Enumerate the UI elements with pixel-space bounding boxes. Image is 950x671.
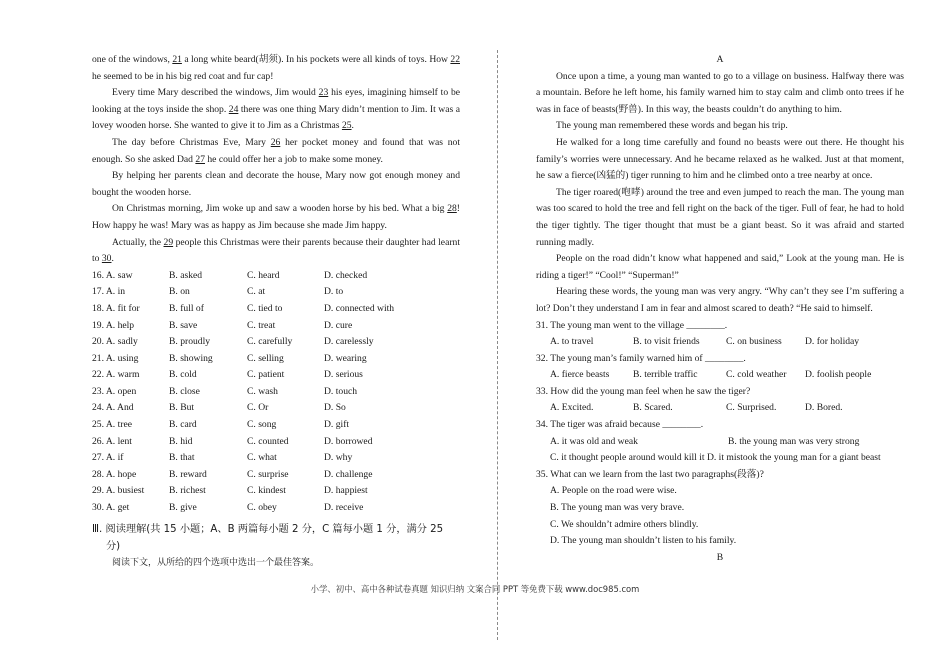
question-32-options: A. fierce beasts B. terrible traffic C. cold weather D. foolish people [550,369,872,381]
question-31-options: A. to travel B. to visit friends C. on business D. for holiday [550,336,860,348]
passage-paragraph: Hearing these words, the young man was very angry. “Why can’t they see I’m suffering a lot? Don’t they understand I am in fear and almost scared to death? “He said to himself. [536,286,904,314]
cloze-paragraph-5: On Christmas morning, Jim woke up and saw a wooden horse by his bed. What a big 28! How happy he was! Mary was as happy as Jim because she made Jim happy. [92,203,460,231]
option-row-20: 20. A. sadly B. proudly C. carefully D. carelessly [92,336,374,348]
question-35: 35. What can we learn from the last two paragraphs(段落)? [536,468,764,480]
passage-paragraph: People on the road didn’t know what happened and said,” Look at the young man. He is riding a tiger!” “Cool!” “Superman!” [536,253,904,281]
question-33: 33. How did the young man feel when he saw the tiger? [536,385,751,397]
blank-27: 27 [195,153,205,165]
question-34: 34. The tiger was afraid because ________. [536,419,704,431]
passage-paragraph: The young man remembered these words and began his trip. [556,120,788,132]
question-32: 32. The young man’s family warned him of ________. [536,352,746,364]
blank-24: 24 [228,103,239,115]
question-34-options-cd: C. it thought people around would kill it D. it mistook the young man for a giant beast [550,452,881,464]
cloze-paragraph-2: Every time Mary described the windows, Jim would 23 his eyes, imagining himself to be looking at the toys inside the shop. 24 there was one thing Mary didn’t mention to Jim. It was a lovey wooden horse. She wanted to give it to Jim as a Christmas 25. [92,87,460,132]
page-footer: 小学、初中、高中各种试卷真题 知识归纳 文案合同 PPT 等免费下载 www.doc985.com [310,584,640,594]
blank-28: 28 [447,203,457,215]
option-row-16: 16. A. saw B. asked C. heard D. checked [92,269,368,281]
passage-heading-a: A [716,54,724,65]
question-33-options: A. Excited. B. Scared. C. Surprised. D. Bored. [550,402,843,414]
question-31: 31. The young man went to the village ________. [536,319,728,331]
blank-25: 25 [341,120,352,132]
option-row-22: 22. A. warm B. cold C. patient D. serious [92,369,363,381]
blank-29: 29 [163,236,174,248]
section-instruction: 阅读下文，从所给的四个选项中选出一个最佳答案。 [112,557,320,568]
cloze-paragraph-6: Actually, the 29 people this Christmas were their parents because their daughter had learnt to 30. [92,236,460,265]
option-row-17: 17. A. in B. on C. at D. to [92,286,344,298]
option-row-27: 27. A. if B. that C. what D. why [92,452,353,464]
cloze-paragraph-3: The day before Christmas Eve, Mary 26 her pocket money and found that was not enough. So she asked Dad 27 he could offer her a job to make some money. [92,136,460,165]
question-34-options-ab: A. it was old and weak B. the young man was very strong [550,435,860,447]
question-35-option-b: B. The young man was very brave. [550,502,685,514]
section-title: Ⅲ. 阅读理解(共 15 小题；A、B 两篇每小题 2 分，C 篇每小题 1 分，满分 25 分) [92,523,444,552]
question-35-option-d: D. The young man shouldn’t listen to his family. [550,535,737,547]
cloze-options [92,268,460,517]
option-row-19: 19. A. help B. save C. treat D. cure [92,319,353,331]
cloze-paragraph-4: By helping her parents clean and decorate the house, Mary now got enough money and bought the wooden horse. [92,170,460,198]
right-column [536,52,904,566]
column-divider [497,50,498,640]
option-row-24: 24. A. And B. But C. Or D. So [92,402,346,414]
left-column [92,52,460,571]
option-row-25: 25. A. tree B. card C. song D. gift [92,419,350,431]
cloze-paragraph-1: one of the windows, 21 a long white beard(胡须). In his pockets were all kinds of toys. How 22 he seemed to be in his big red coat and fur cap! [92,54,460,82]
question-35-option-c: C. We shouldn’t admire others blindly. [550,518,699,530]
passage-paragraph: Once upon a time, a young man wanted to go to a village on business. Halfway there was a mountain. Before he left home, his family warned him to stay calm and climb onto trees if he was in face of beasts(野兽). In this way, the beasts couldn’t do anything to him. [536,70,904,115]
blank-22: 22 [450,54,460,65]
passage-paragraph: The tiger roared(咆哮) around the tree and even jumped to reach the man. The young man was too scared to hold the tree and fell right on the back of the tiger. Full of fear, he had to hold the tiger tightly. The tiger thought that must be a giant beast. So it was afraid and started running madly. [536,186,904,248]
passage-heading-b: B [716,551,724,563]
blank-23: 23 [318,87,329,99]
blank-30: 30 [101,253,112,265]
passage-paragraph: He walked for a long time carefully and found no beasts were out there. He thought his family’s worries were unnecessary. And he became relaxed as he walked. Just at that moment, he saw a fierce(凶猛的) tiger running to him and he climbed onto a tree nearby at once. [536,136,904,182]
blank-21: 21 [172,54,182,65]
option-row-21: 21. A. using B. showing C. selling D. wearing [92,352,367,364]
blank-26: 26 [270,136,281,148]
option-row-18: 18. A. fit for B. full of C. tied to D. connected with [92,302,395,314]
question-35-option-a: A. People on the road were wise. [550,485,677,497]
option-row-26: 26. A. lent B. hid C. counted D. borrowed [92,435,373,447]
option-row-29: 29. A. busiest B. richest C. kindest D. happiest [92,485,368,497]
option-row-30: 30. A. get B. give C. obey D. receive [92,502,364,514]
option-row-23: 23. A. open B. close C. wash D. touch [92,385,358,397]
option-row-28: 28. A. hope B. reward C. surprise D. challenge [92,468,373,480]
